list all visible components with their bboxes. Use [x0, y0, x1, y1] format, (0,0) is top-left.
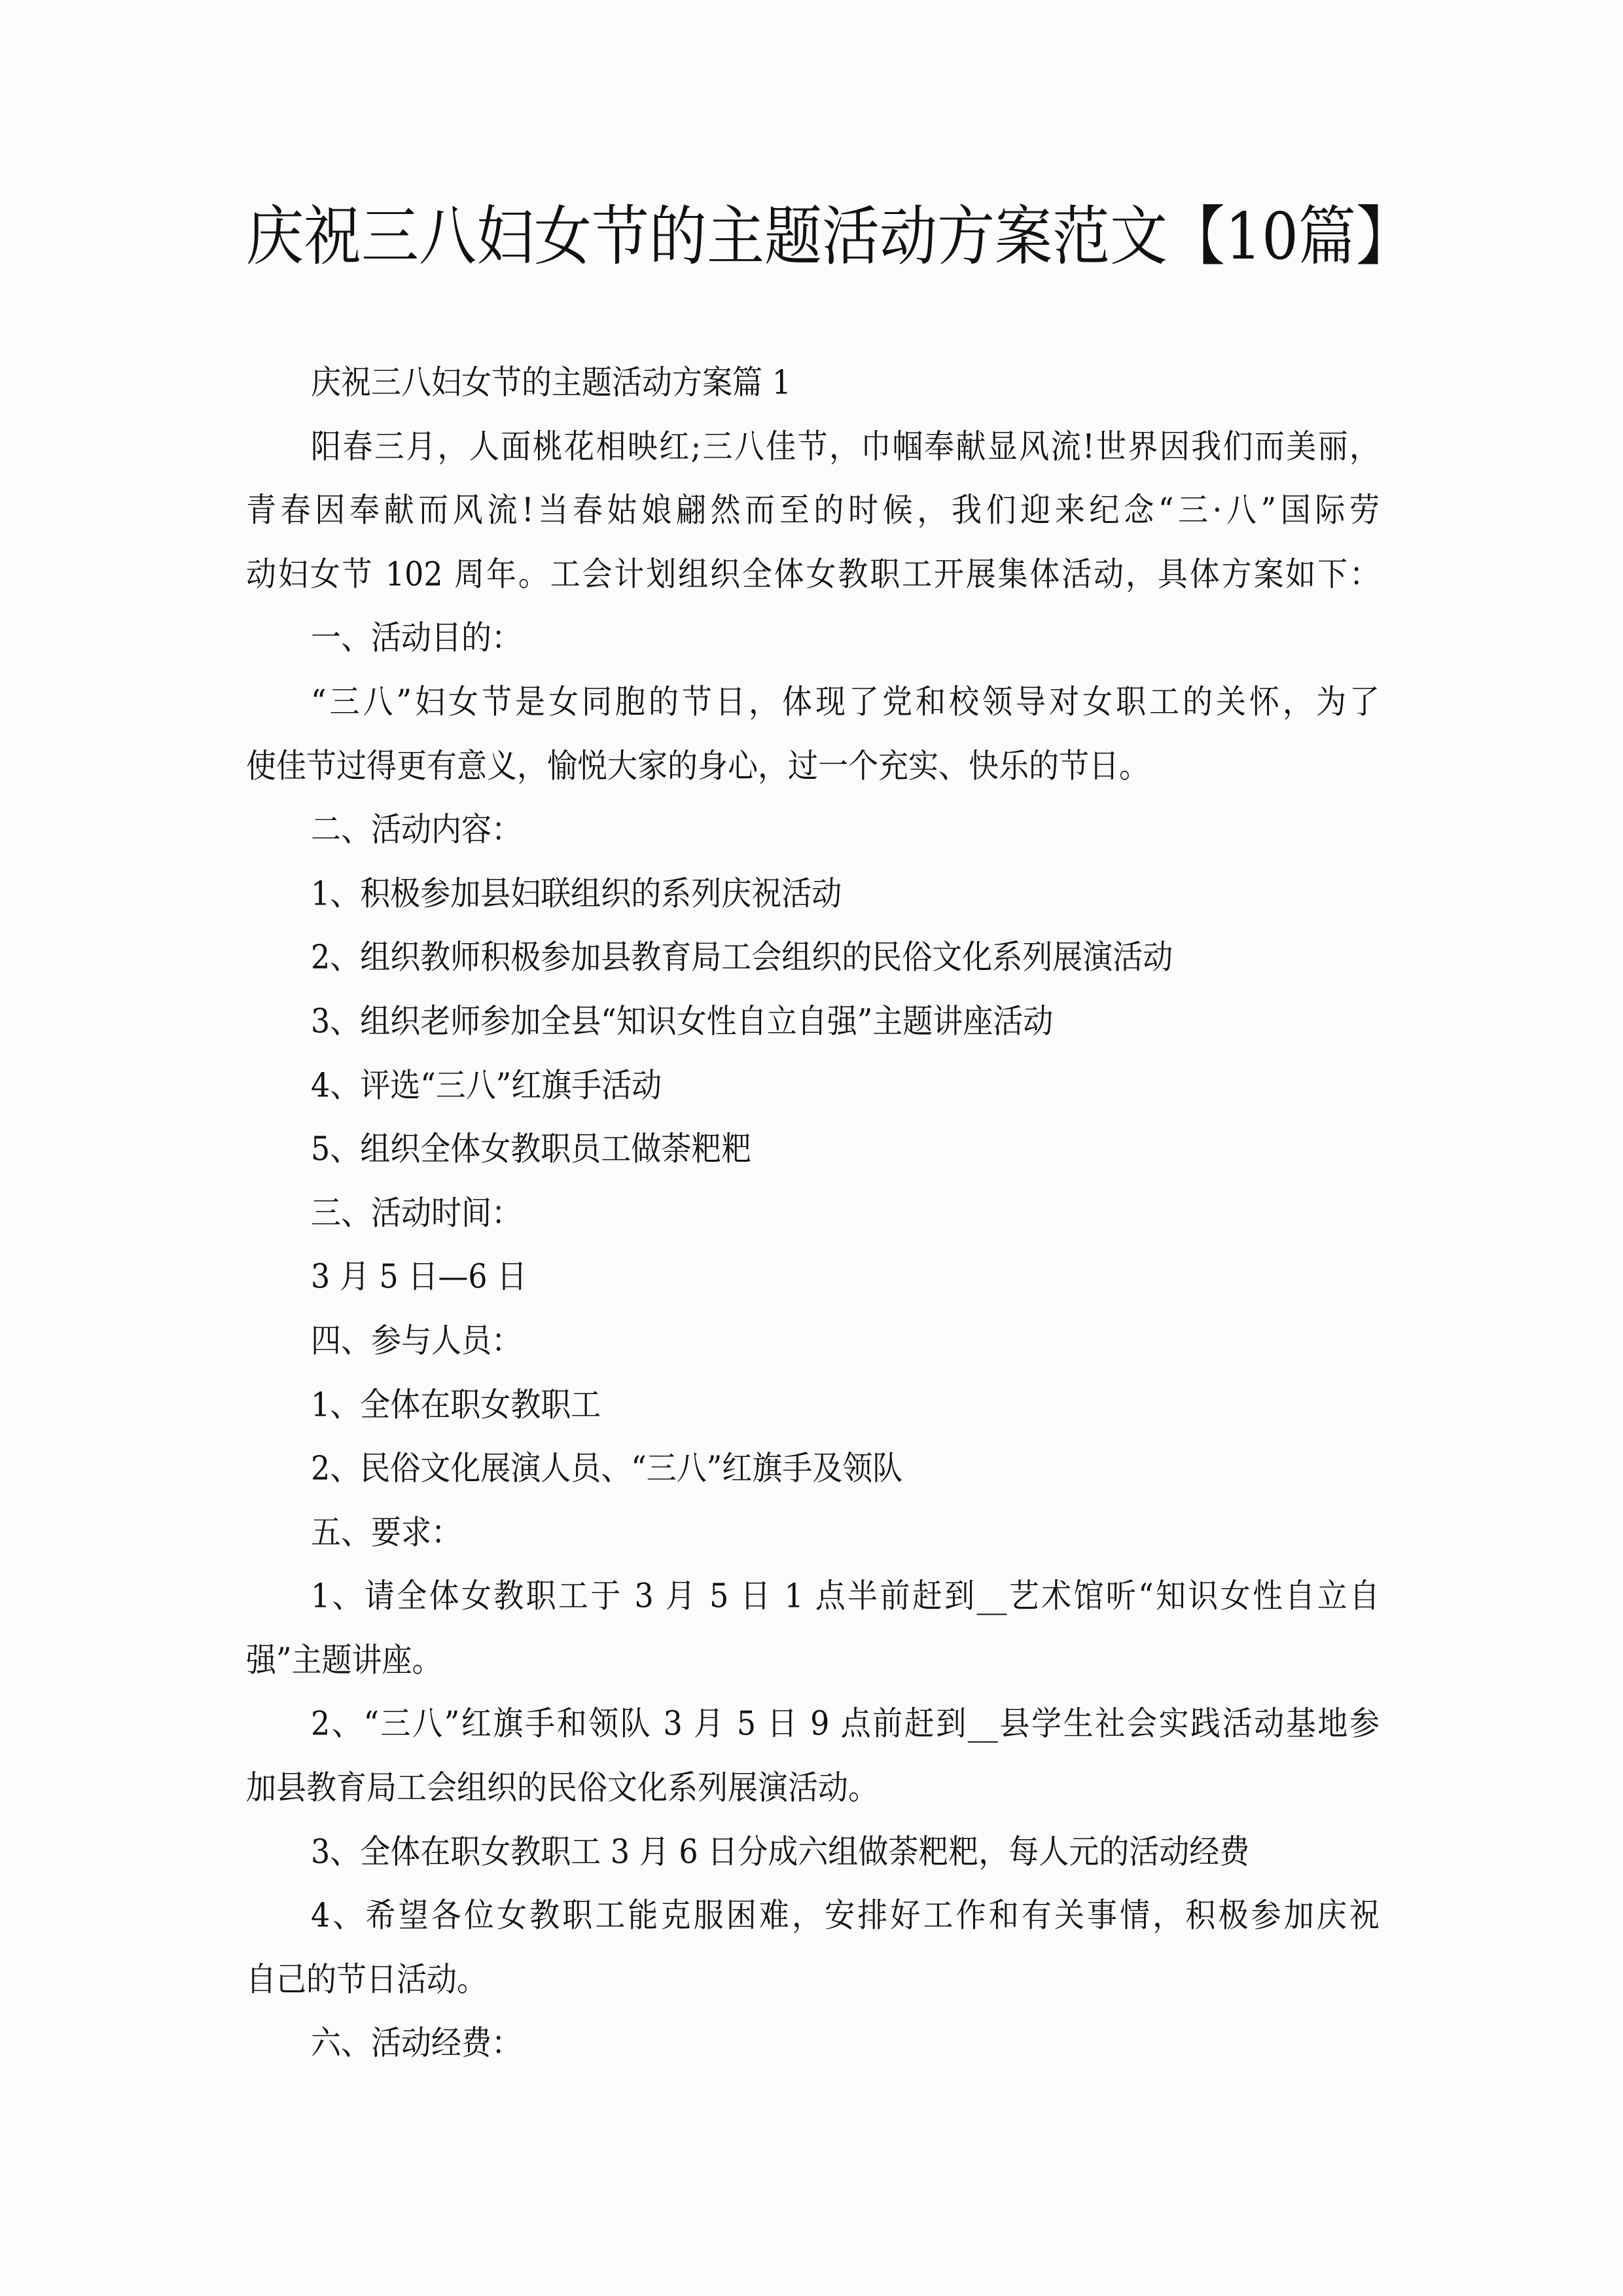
- content-item-5: 5、组织全体女教职员工做荼粑粑: [311, 1129, 752, 1168]
- purpose-paragraph-line-1: “三八”妇女节是女同胞的节日，体现了党和校领导对女职工的关怀，为了: [311, 682, 1380, 721]
- section-heading-budget: 六、活动经费：: [311, 2023, 522, 2063]
- requirement-2-line-1: 2、“三八”红旗手和领队 3 月 5 日 9 点前赶到__县学生社会实践活动基地参: [311, 1704, 1380, 1744]
- content-item-2: 2、组织教师积极参加县教育局工会组织的民俗文化系列展演活动: [311, 937, 1173, 977]
- requirement-3: 3、全体在职女教职工 3 月 6 日分成六组做荼粑粑，每人元的活动经费: [311, 1831, 1250, 1871]
- purpose-paragraph-line-2: 使佳节过得更有意义，愉悦大家的身心，过一个充实、快乐的节日。: [246, 745, 1149, 785]
- intro-paragraph-line-2: 青春因奉献而风流!当春姑娘翩然而至的时候，我们迎来纪念“三·八”国际劳: [246, 490, 1380, 529]
- requirement-2-line-2: 加县教育局工会组织的民俗文化系列展演活动。: [246, 1768, 878, 1807]
- participants-item-2: 2、民俗文化展演人员、“三八”红旗手及领队: [311, 1448, 903, 1488]
- document-title: 庆祝三八妇女节的主题活动方案范文【10篇】: [246, 198, 1414, 274]
- intro-paragraph-line-3: 动妇女节 102 周年。工会计划组织全体女教职工开展集体活动，具体方案如下：: [246, 554, 1380, 594]
- requirement-4-line-2: 自己的节日活动。: [246, 1960, 487, 1999]
- section-heading-time: 三、活动时间：: [311, 1193, 522, 1232]
- requirement-1-line-1: 1、请全体女教职工于 3 月 5 日 1 点半前赶到__艺术馆听“知识女性自立自: [311, 1576, 1380, 1615]
- section-heading-article-1: 庆祝三八妇女节的主题活动方案篇 1: [311, 363, 791, 402]
- content-item-1: 1、积极参加县妇联组织的系列庆祝活动: [311, 873, 842, 913]
- content-item-3: 3、组织老师参加全县“知识女性自立自强”主题讲座活动: [311, 1001, 1054, 1041]
- participants-item-1: 1、全体在职女教职工: [311, 1384, 601, 1424]
- intro-paragraph-line-1: 阳春三月，人面桃花相映红;三八佳节，巾帼奉献显风流!世界因我们而美丽，: [311, 426, 1380, 466]
- requirement-1-line-2: 强”主题讲座。: [246, 1640, 442, 1679]
- document-body: [246, 351, 1380, 2075]
- content-item-4: 4、评选“三八”红旗手活动: [311, 1065, 662, 1105]
- section-heading-purpose: 一、活动目的：: [311, 618, 522, 657]
- section-heading-participants: 四、参与人员：: [311, 1321, 522, 1360]
- time-value: 3 月 5 日—6 日: [311, 1257, 527, 1296]
- section-heading-requirements: 五、要求：: [311, 1512, 461, 1552]
- requirement-4-line-1: 4、希望各位女教职工能克服困难，安排好工作和有关事情，积极参加庆祝: [311, 1895, 1380, 1935]
- section-heading-content: 二、活动内容：: [311, 810, 522, 849]
